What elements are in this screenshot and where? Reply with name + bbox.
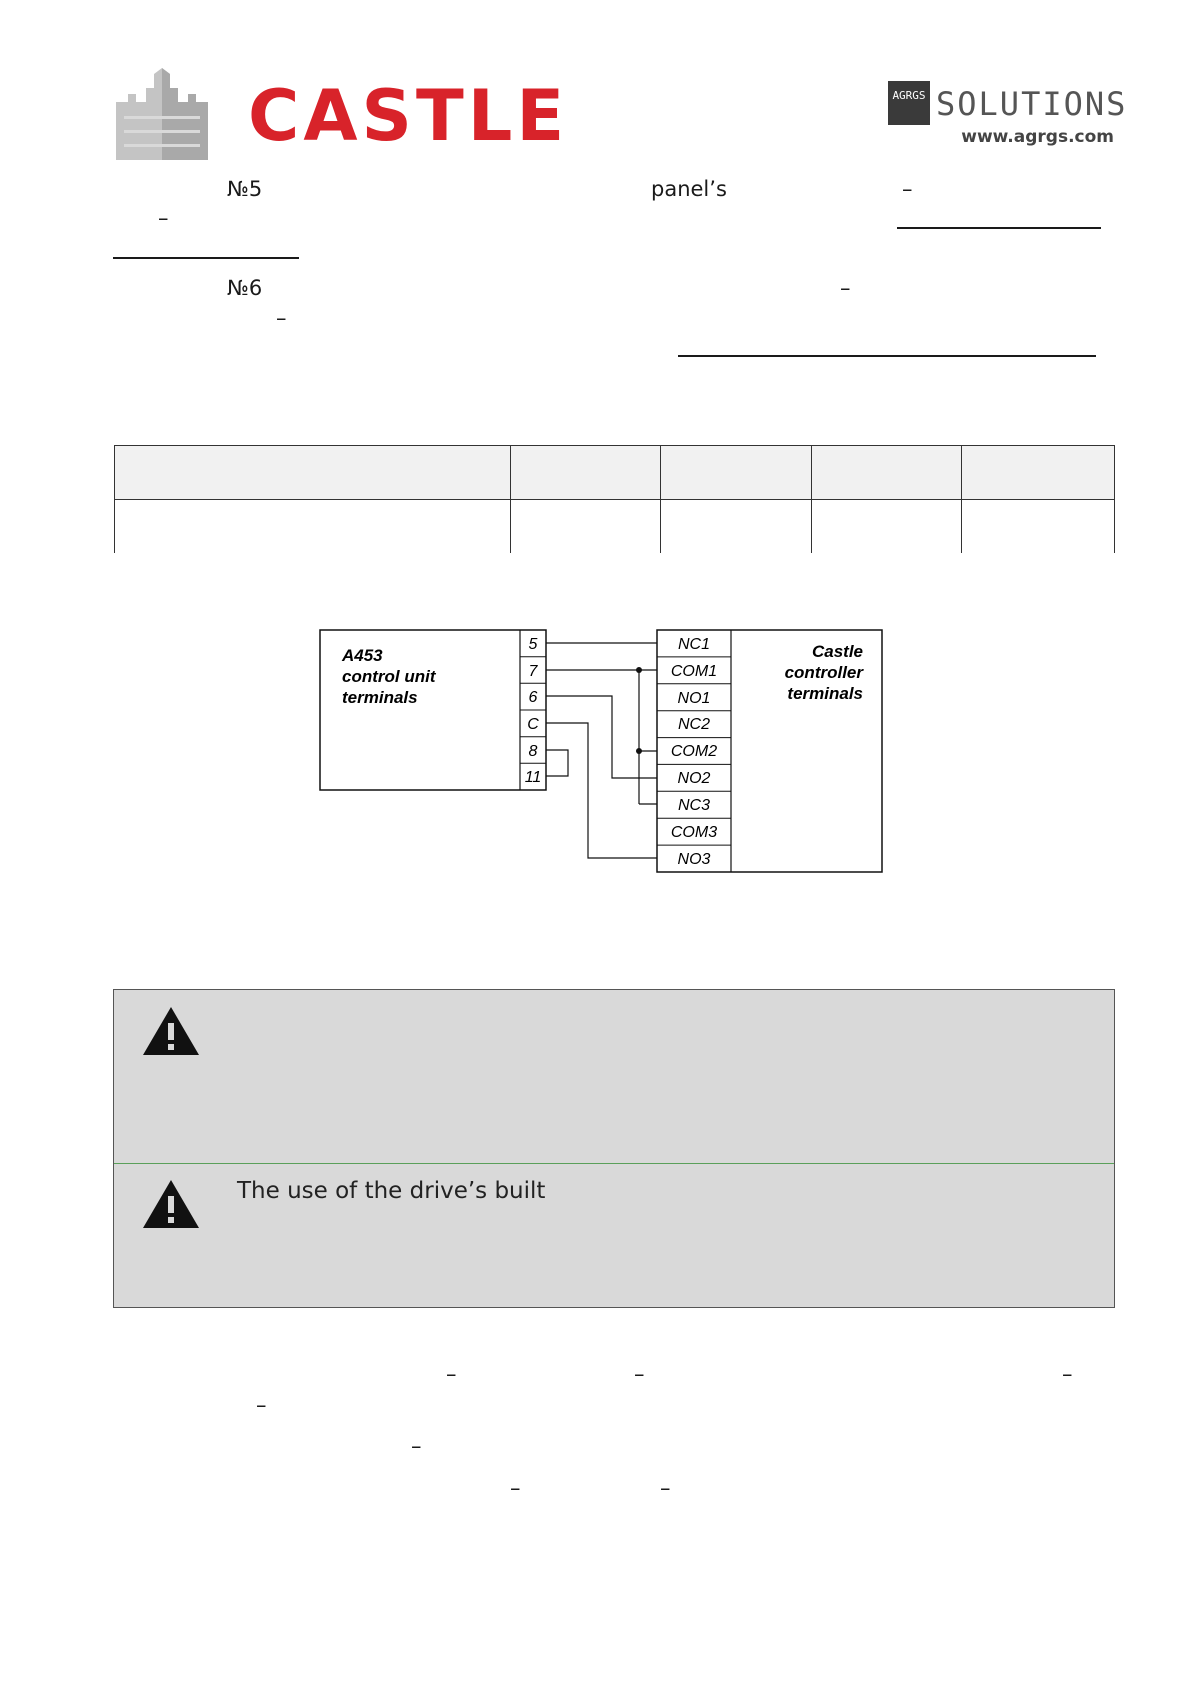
terminal-label: COM1 bbox=[670, 663, 718, 680]
terminal-label: COM3 bbox=[670, 824, 718, 841]
text-dash: – bbox=[446, 1362, 457, 1386]
terminal-label: 8 bbox=[528, 743, 538, 760]
terminal-label: NC1 bbox=[677, 636, 711, 653]
text-dash: – bbox=[411, 1434, 422, 1458]
warning-triangle-icon bbox=[141, 1005, 201, 1057]
terminal-label: NO2 bbox=[677, 770, 711, 787]
underline-rule bbox=[897, 227, 1101, 229]
data-table bbox=[114, 445, 1115, 553]
left-block-title: terminals bbox=[342, 688, 418, 707]
left-block-title: A453 bbox=[342, 646, 383, 665]
paragraph-5-fragment: panel’s bbox=[651, 177, 727, 201]
warning-triangle-icon bbox=[141, 1178, 201, 1230]
right-block-title: terminals bbox=[787, 684, 863, 703]
text-dash: – bbox=[634, 1362, 645, 1386]
left-block-title: control unit bbox=[342, 667, 436, 686]
terminal-label: NO3 bbox=[677, 851, 711, 868]
paragraph-6-dash: – bbox=[276, 306, 287, 330]
warning-text: The use of the drive’s built bbox=[237, 1178, 546, 1204]
website-url[interactable]: www.agrgs.com bbox=[961, 127, 1114, 147]
terminal-label: NC2 bbox=[677, 716, 711, 733]
right-block-title: Castle bbox=[811, 642, 863, 661]
table-cell bbox=[660, 446, 811, 499]
terminal-label: NC3 bbox=[677, 797, 711, 814]
underline-rule bbox=[113, 257, 299, 259]
table-cell bbox=[961, 446, 1115, 499]
table-row bbox=[115, 500, 1114, 553]
terminal-label: 6 bbox=[528, 689, 538, 706]
table-cell bbox=[811, 446, 961, 499]
underline-rule bbox=[678, 355, 1096, 357]
solutions-wordmark: SOLUTIONS bbox=[936, 85, 1128, 123]
terminal-label: COM2 bbox=[670, 743, 718, 760]
table-cell bbox=[510, 446, 660, 499]
table-cell bbox=[510, 500, 660, 553]
text-dash: – bbox=[510, 1476, 521, 1500]
text-dash: – bbox=[256, 1393, 267, 1417]
table-cell bbox=[811, 500, 961, 553]
agrgs-logo-icon: AGRGS bbox=[888, 81, 930, 125]
notice-divider bbox=[114, 1163, 1114, 1164]
table-header-row bbox=[115, 446, 1114, 500]
castle-wordmark: CASTLE bbox=[248, 75, 569, 157]
terminal-label: NO1 bbox=[677, 690, 711, 707]
paragraph-6-label: №6 bbox=[227, 276, 263, 300]
wiring-diagram bbox=[318, 628, 884, 876]
terminal-label: 7 bbox=[528, 663, 538, 680]
terminal-label: 11 bbox=[524, 769, 542, 786]
text-dash: – bbox=[660, 1476, 671, 1500]
terminal-label: C bbox=[527, 716, 539, 733]
right-block-title: controller bbox=[784, 663, 863, 682]
table-cell bbox=[660, 500, 811, 553]
paragraph-5-dash: – bbox=[158, 206, 169, 230]
terminal-label: 5 bbox=[528, 636, 538, 653]
notice-box bbox=[113, 989, 1115, 1308]
paragraph-5-dash: – bbox=[902, 177, 913, 201]
castle-logo-icon bbox=[112, 68, 212, 164]
paragraph-6-dash: – bbox=[840, 276, 851, 300]
paragraph-5-label: №5 bbox=[227, 177, 263, 201]
table-cell bbox=[961, 500, 1115, 553]
text-dash: – bbox=[1062, 1362, 1073, 1386]
